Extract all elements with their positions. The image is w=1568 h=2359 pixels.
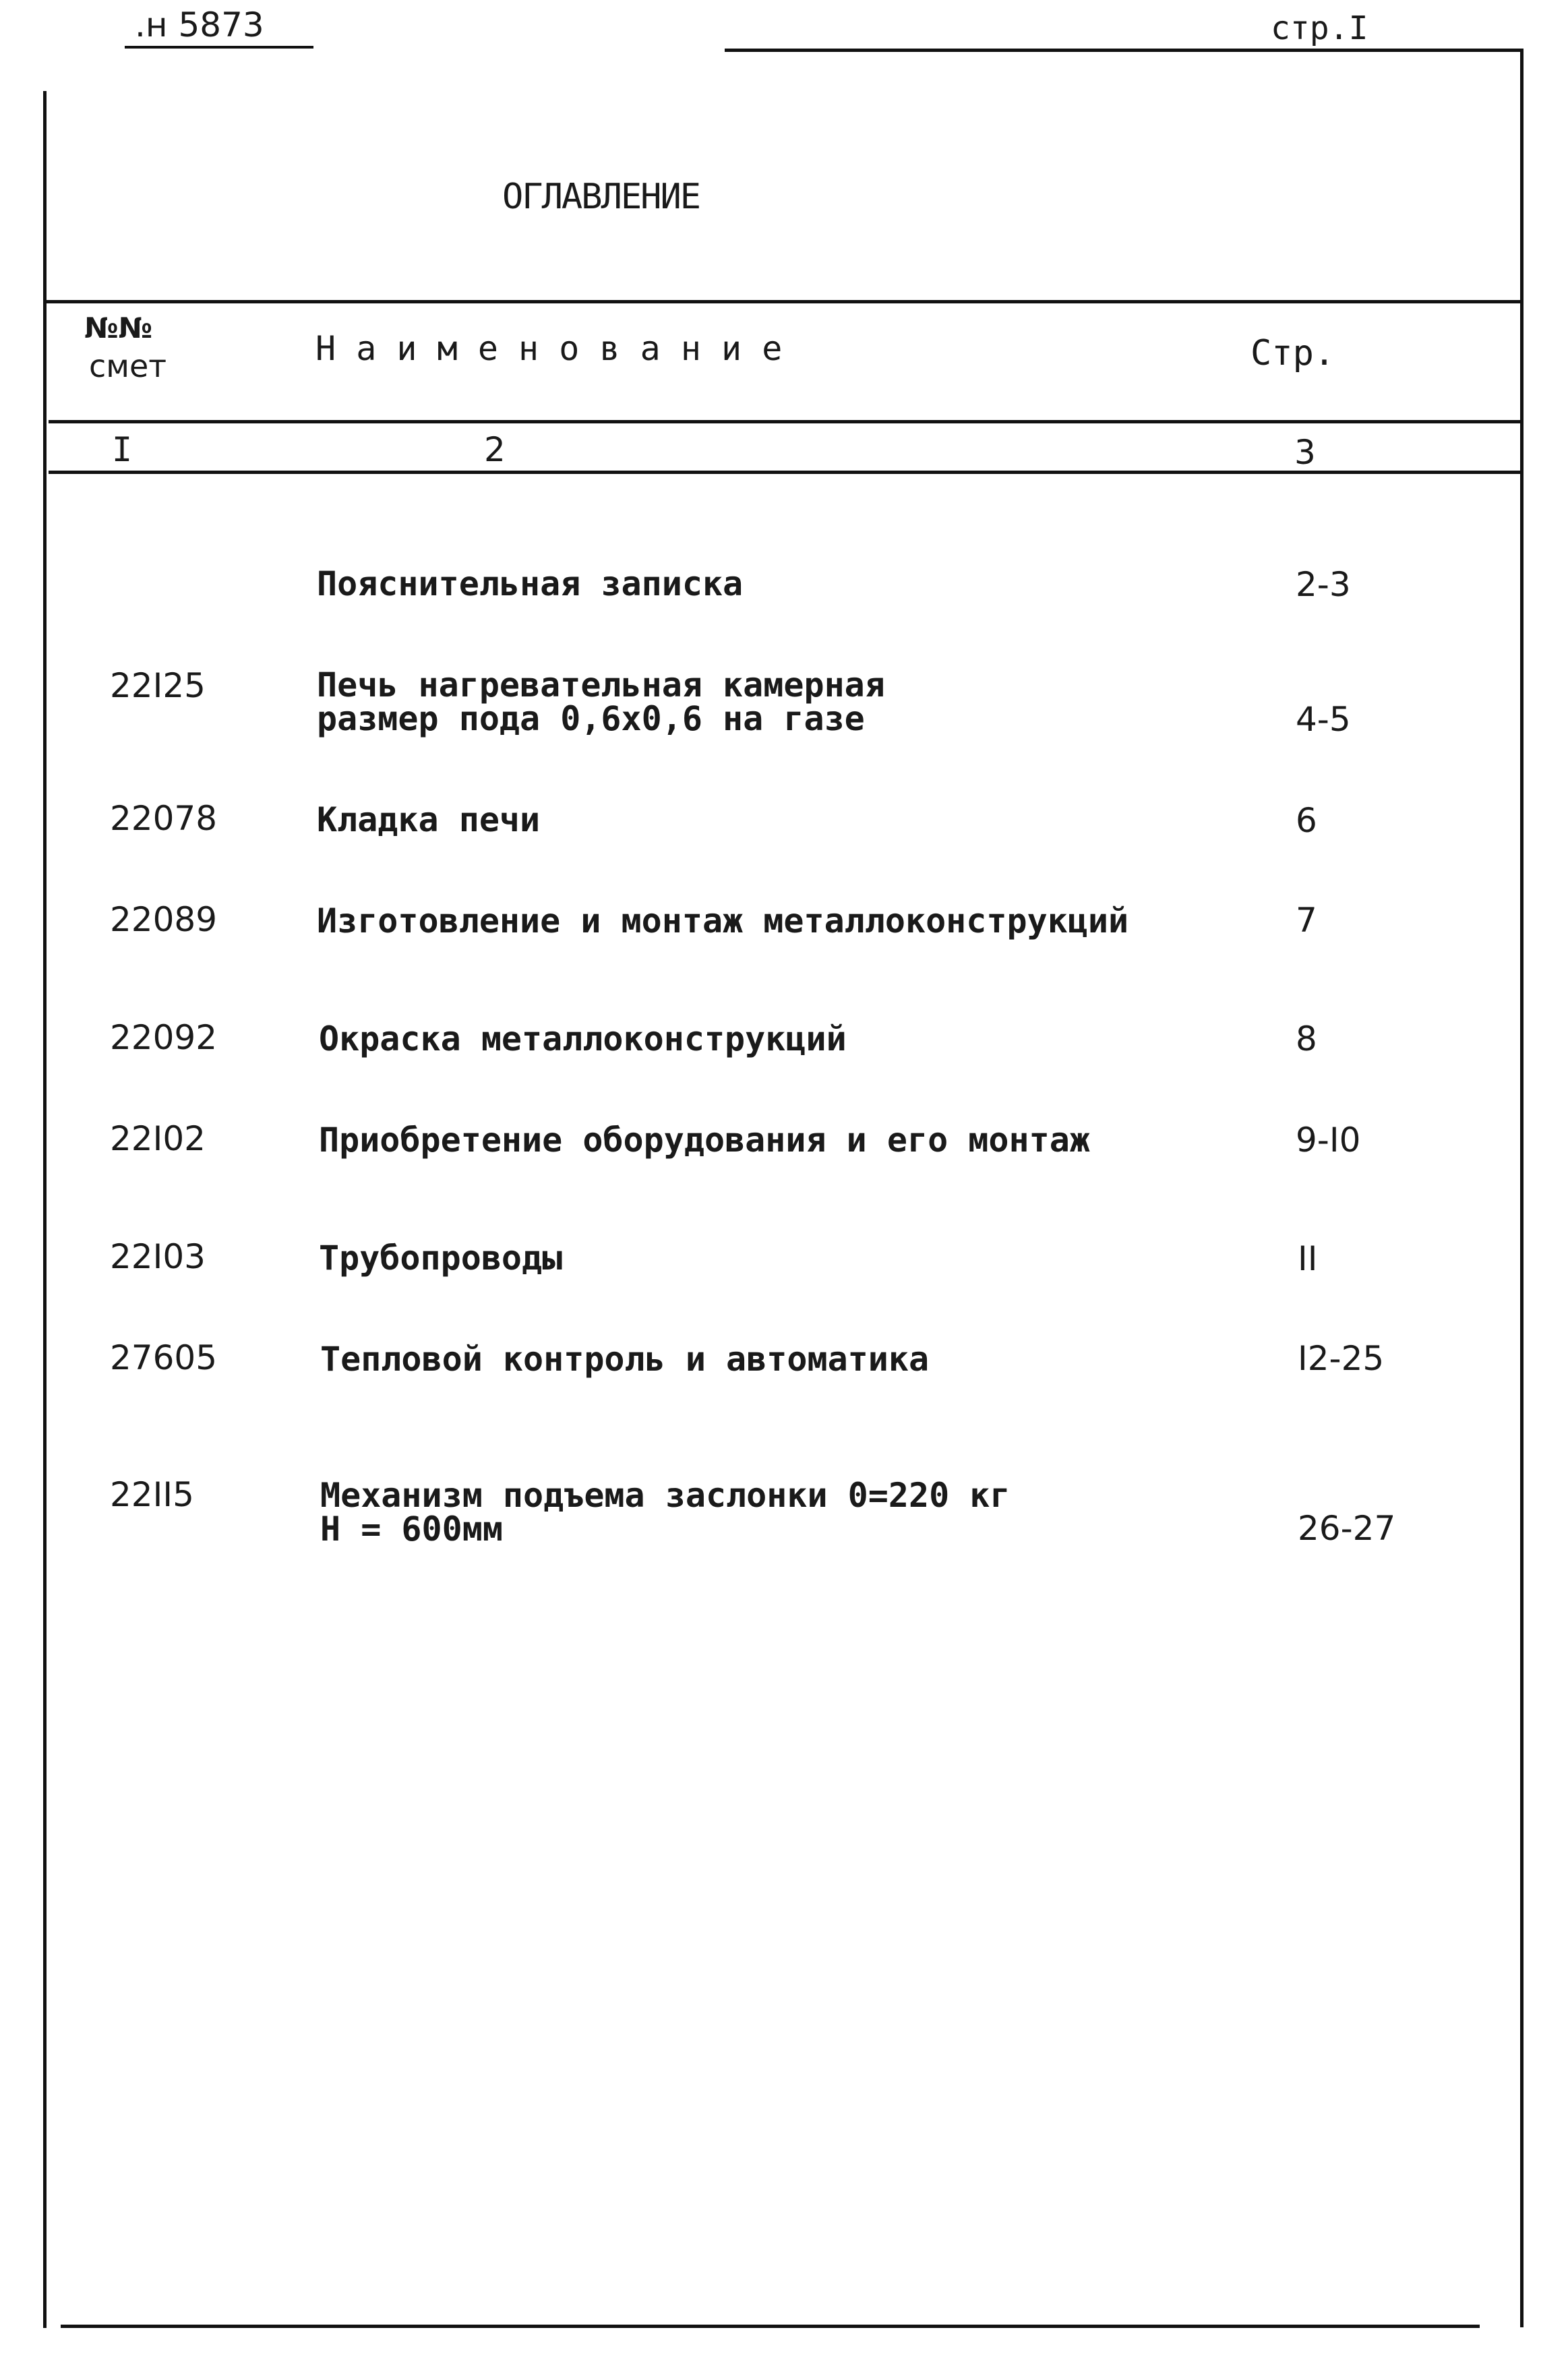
document-number: .н 5873 — [135, 5, 264, 44]
column-header-name: Н а и м е н о в а н и е — [315, 329, 783, 368]
table-header-mid-line — [49, 420, 1524, 423]
column-index-1: I — [112, 430, 133, 469]
row-number: 22092 — [110, 1018, 218, 1057]
row-page: 6 — [1296, 801, 1317, 840]
row-page: 9-I0 — [1296, 1121, 1361, 1160]
row-name: Трубопроводы — [319, 1238, 563, 1278]
row-number: 22I03 — [110, 1237, 206, 1276]
column-index-3: 3 — [1294, 433, 1316, 472]
table-header-top-line — [43, 300, 1524, 303]
row-name-line2: размер пода 0,6х0,6 на газе — [317, 699, 865, 738]
top-underline — [125, 46, 313, 49]
column-header-number-top: №№ — [84, 311, 153, 345]
row-name: Тепловой контроль и автоматика — [320, 1340, 930, 1379]
column-header-page: Стр. — [1250, 333, 1335, 374]
row-number: 22078 — [110, 799, 218, 838]
row-name: Пояснительная записка — [317, 564, 744, 603]
frame-top-border — [725, 49, 1524, 52]
row-page: 8 — [1296, 1019, 1317, 1058]
row-number: 27605 — [110, 1338, 218, 1377]
row-name: Окраска металлоконструкций — [319, 1019, 847, 1058]
row-name: Механизм подъема заслонки 0=220 кг — [320, 1476, 1011, 1515]
row-page: I2-25 — [1298, 1339, 1385, 1378]
row-page: 4-5 — [1296, 700, 1351, 739]
row-name: Изготовление и монтаж металлоконструкций — [317, 901, 1129, 940]
row-name: Кладка печи — [317, 800, 541, 839]
row-page: 2-3 — [1296, 565, 1351, 604]
frame-right-border — [1520, 49, 1524, 2327]
frame-left-border — [43, 91, 47, 2328]
column-index-2: 2 — [484, 430, 506, 469]
page-title: ОГЛАВЛЕНИЕ — [502, 177, 700, 217]
row-name: Печь нагревательная камерная — [317, 665, 885, 705]
row-page: 7 — [1296, 901, 1317, 940]
row-page: II — [1298, 1239, 1318, 1278]
row-name: Приобретение оборудования и его монтаж — [319, 1121, 1090, 1160]
row-number: 22I25 — [110, 666, 206, 705]
row-page: 26-27 — [1298, 1509, 1396, 1548]
column-header-number-bottom: смет — [89, 348, 167, 384]
row-name-line2: Н = 600мм — [320, 1510, 503, 1549]
row-number: 22089 — [110, 900, 218, 939]
page-number: стр.I — [1271, 9, 1368, 47]
frame-bottom-border — [61, 2325, 1480, 2328]
row-number: 22I02 — [110, 1119, 206, 1158]
row-number: 22II5 — [110, 1475, 194, 1514]
